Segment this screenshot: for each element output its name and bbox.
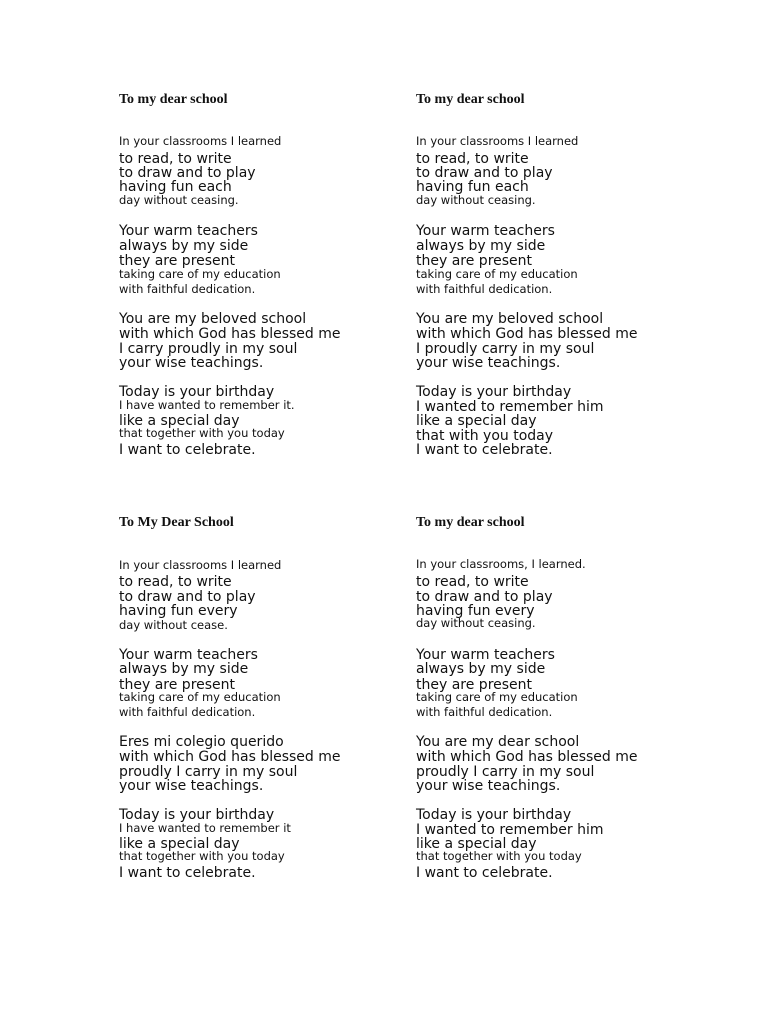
poem-line: with faithful dedication. xyxy=(119,282,256,296)
poem-line: your wise teachings. xyxy=(119,778,264,794)
poem-line: proudly I carry in my soul xyxy=(119,764,298,780)
poem-line: like a special day xyxy=(416,836,537,852)
poem-title: To My Dear School xyxy=(119,515,234,530)
poem-title: To my dear school xyxy=(416,92,525,107)
poem-line: day without cease. xyxy=(119,618,228,632)
poem-line: Your warm teachers xyxy=(416,647,555,663)
poem-line: with which God has blessed me xyxy=(416,749,638,765)
poem-line: Today is your birthday xyxy=(416,384,572,400)
poem-line: to draw and to play xyxy=(119,165,256,181)
poem-line: with which God has blessed me xyxy=(416,326,638,342)
poem-line: to read, to write xyxy=(119,151,232,167)
poem-line: to draw and to play xyxy=(416,589,553,605)
poem-line: having fun each xyxy=(119,179,232,195)
poem-line: like a special day xyxy=(416,413,537,429)
poem-line: In your classrooms I learned xyxy=(119,134,282,148)
poem-line: proudly I carry in my soul xyxy=(416,764,595,780)
poem-line: they are present xyxy=(119,677,236,693)
poem-line: You are my dear school xyxy=(416,734,580,750)
poem-line: Today is your birthday xyxy=(119,384,275,400)
poem-line: to read, to write xyxy=(416,151,529,167)
poem-line: I wanted to remember him xyxy=(416,822,604,838)
poem-line: Your warm teachers xyxy=(119,647,258,663)
poem-line: I carry proudly in my soul xyxy=(119,341,298,357)
poem-line: taking care of my education xyxy=(119,267,281,281)
poem-line: day without ceasing. xyxy=(416,616,536,630)
poem-line: In your classrooms I learned xyxy=(416,134,579,148)
poem-line: your wise teachings. xyxy=(119,355,264,371)
poem-line: Your warm teachers xyxy=(416,223,555,239)
poem-line: taking care of my education xyxy=(416,267,578,281)
poem-line: having fun each xyxy=(416,179,529,195)
poem-line: with which God has blessed me xyxy=(119,749,341,765)
poem-line: taking care of my education xyxy=(416,690,578,704)
poem-line: that with you today xyxy=(416,428,554,444)
poem-line: they are present xyxy=(416,677,533,693)
poem-line: day without ceasing. xyxy=(416,193,536,207)
poem-line: In your classrooms I learned xyxy=(119,558,282,572)
poem-line: your wise teachings. xyxy=(416,355,561,371)
poem-line: I want to celebrate. xyxy=(416,865,553,881)
poem-line: always by my side xyxy=(119,661,249,677)
poem-line: like a special day xyxy=(119,413,240,429)
poem-line: always by my side xyxy=(416,238,546,254)
poem-line: Eres mi colegio querido xyxy=(119,734,284,750)
poem-line: to read, to write xyxy=(416,574,529,590)
poem-line: having fun every xyxy=(416,603,535,619)
poem-line: like a special day xyxy=(119,836,240,852)
poem-line: day without ceasing. xyxy=(119,193,239,207)
poem-line: I proudly carry in my soul xyxy=(416,341,595,357)
poem-line: with which God has blessed me xyxy=(119,326,341,342)
poem-line: that together with you today xyxy=(119,426,285,440)
poem-line: with faithful dedication. xyxy=(416,705,553,719)
poem-line: I have wanted to remember it. xyxy=(119,398,295,412)
poem-line: to read, to write xyxy=(119,574,232,590)
poem-title: To my dear school xyxy=(119,92,228,107)
poem-line: they are present xyxy=(119,253,236,269)
poem-line: Today is your birthday xyxy=(119,807,275,823)
poem-line: I have wanted to remember it xyxy=(119,821,291,835)
poem-title: To my dear school xyxy=(416,515,525,530)
poem-line: You are my beloved school xyxy=(119,311,307,327)
poem-line: Today is your birthday xyxy=(416,807,572,823)
poem-line: with faithful dedication. xyxy=(416,282,553,296)
poem-line: I want to celebrate. xyxy=(416,442,553,458)
poem-line: that together with you today xyxy=(416,849,582,863)
poem-line: they are present xyxy=(416,253,533,269)
poem-line: your wise teachings. xyxy=(416,778,561,794)
poem-line: always by my side xyxy=(119,238,249,254)
poem-line: that together with you today xyxy=(119,849,285,863)
poem-line: I wanted to remember him xyxy=(416,399,604,415)
poem-line: taking care of my education xyxy=(119,690,281,704)
poem-line: having fun every xyxy=(119,603,238,619)
poem-line: always by my side xyxy=(416,661,546,677)
poem-line: Your warm teachers xyxy=(119,223,258,239)
poem-line: In your classrooms, I learned. xyxy=(416,557,586,571)
poem-line: to draw and to play xyxy=(416,165,553,181)
poem-line: I want to celebrate. xyxy=(119,442,256,458)
poem-line: You are my beloved school xyxy=(416,311,604,327)
poem-line: I want to celebrate. xyxy=(119,865,256,881)
poem-line: with faithful dedication. xyxy=(119,705,256,719)
poem-line: to draw and to play xyxy=(119,589,256,605)
